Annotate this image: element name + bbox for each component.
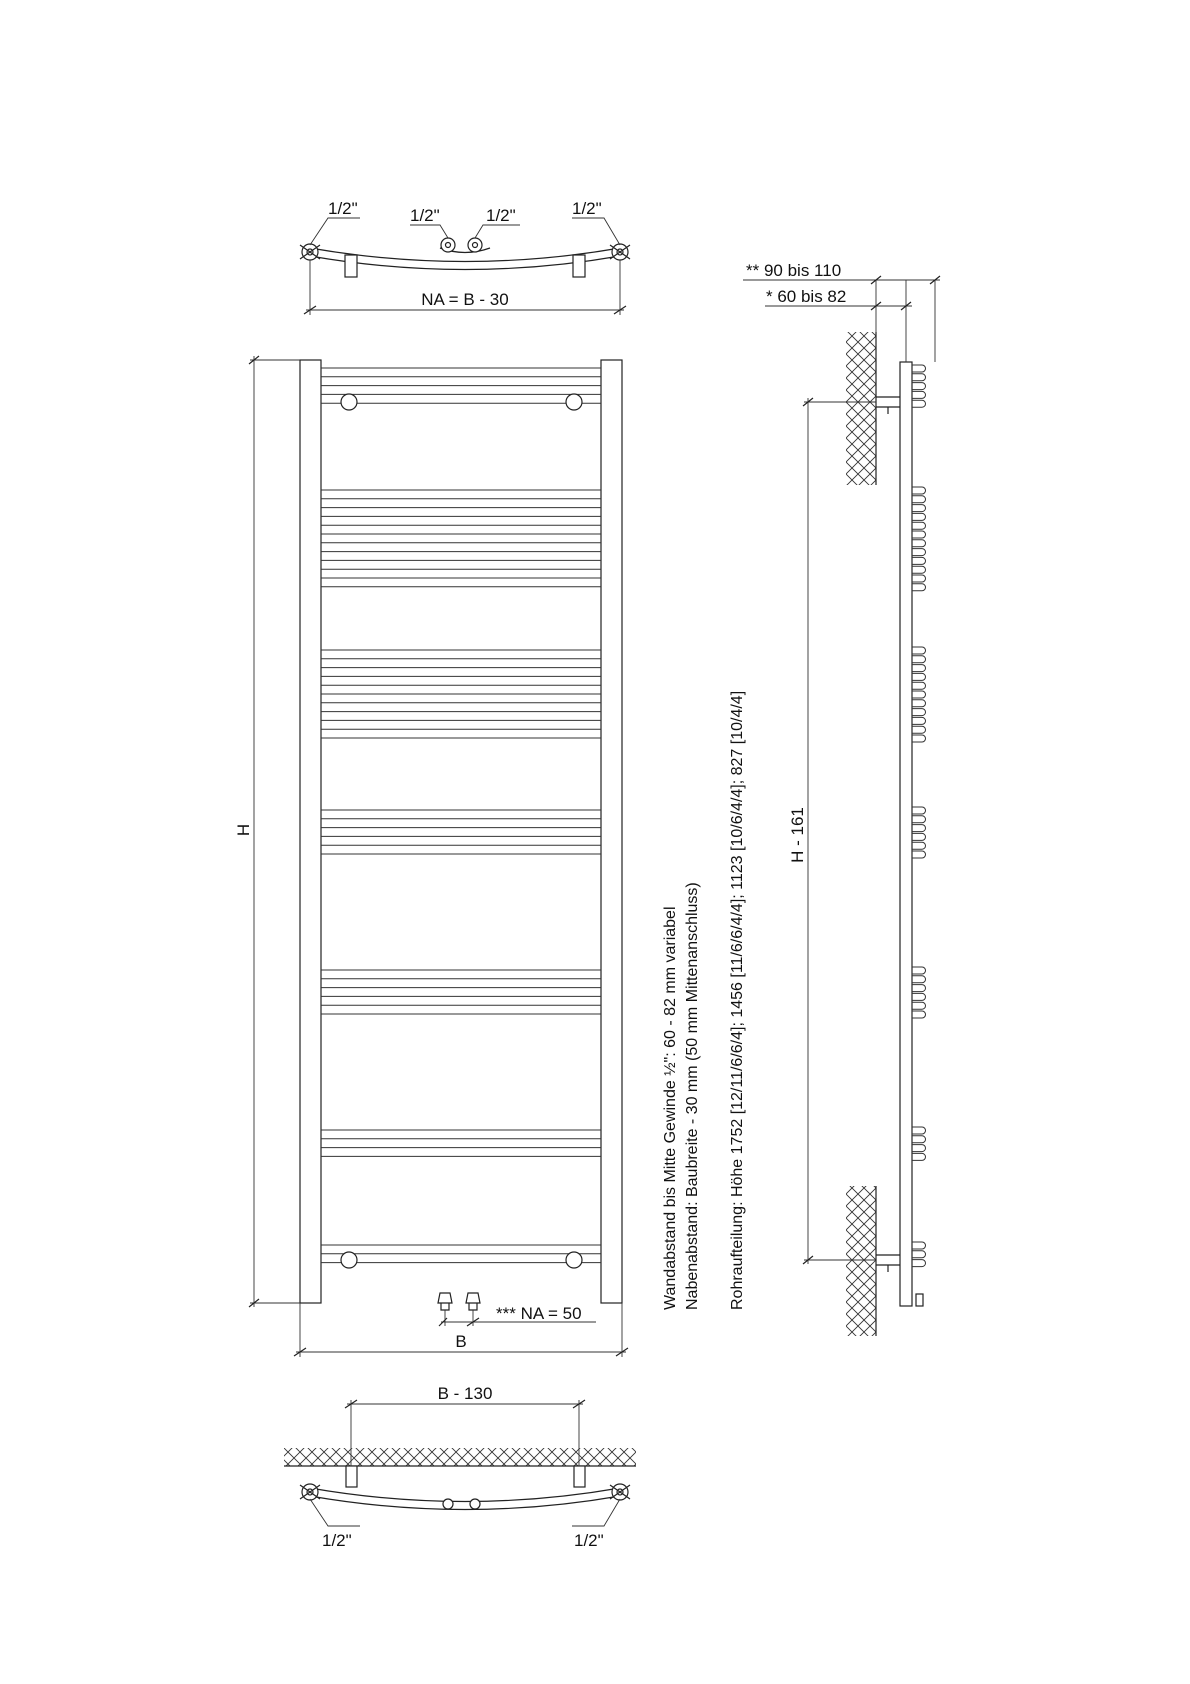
side-tube [912,656,926,663]
side-tube [912,647,926,654]
valve-left [438,1293,452,1326]
front-view [234,356,628,1357]
side-tube [912,807,926,814]
wall-lower [846,1186,876,1336]
side-tube [912,575,926,582]
label-inner-left: 1/2" [410,206,440,225]
side-tube [912,709,926,716]
side-tube [912,993,926,1000]
side-tube [912,726,926,733]
side-tube [912,717,926,724]
note-hub-distance: Nabenabstand: Baubreite - 30 mm (50 mm Mittenanschluss) [684,882,701,1310]
side-tube [912,487,926,494]
side-tube [912,735,926,742]
side-tube [912,1136,926,1143]
fitting-inner-right [468,238,482,252]
dim-wall-min: * 60 bis 82 [766,287,847,306]
side-tube [912,391,926,398]
dim-width-label: B [455,1332,467,1351]
dim-height-label: H [234,823,253,837]
side-tube [912,673,926,680]
side-tube [912,816,926,823]
side-tube [912,833,926,840]
side-tube [912,383,926,390]
mount-point-bottom-right [566,1252,582,1268]
side-tube [912,842,926,849]
fitting-bottom-right [610,1484,630,1500]
side-tube [912,967,926,974]
valve-right [466,1293,480,1326]
right-column [601,360,622,1303]
side-view [743,261,940,1336]
mount-point-bottom-left [341,1252,357,1268]
bottom-view [284,1384,636,1550]
side-tube [912,1011,926,1018]
side-tube [912,374,926,381]
side-valve [916,1294,923,1306]
dim-wall-max: ** 90 bis 110 [746,261,842,280]
label-outer-right: 1/2" [572,199,602,218]
notes [662,691,746,1310]
side-tube [912,691,926,698]
side-tube [912,522,926,529]
side-tube [912,985,926,992]
side-tubes [912,365,926,1267]
side-tube [912,1127,926,1134]
note-tube-distribution: Rohraufteilung: Höhe 1752 [12/11/6/6/4]; 1456 [11/6/6/4/4]; 1123 [10/6/4/4]; 827 [10/4/4] [729,690,746,1310]
heating-tubes [321,368,601,1263]
wall-upper [846,332,876,485]
side-tube [912,505,926,512]
side-tube [912,851,926,858]
mount-point-top-right [566,394,582,410]
top-view [300,199,630,315]
dim-height-offset: H - 161 [788,807,807,863]
side-tube [912,700,926,707]
fitting-outer-right [610,244,630,260]
fitting-inner-left [441,238,455,252]
side-tube [912,566,926,573]
side-tube [912,1251,926,1258]
side-tube [912,557,926,564]
side-column [900,362,912,1306]
label-bottom-right: 1/2" [574,1531,604,1550]
side-tube [912,365,926,372]
note-wall-distance: Wandabstand bis Mitte Gewinde ½": 60 - 82 mm variabel [662,906,679,1310]
side-tube [912,400,926,407]
dim-na-label: NA = B - 30 [421,290,509,309]
fitting-bottom-left [300,1484,320,1500]
side-tube [912,513,926,520]
dim-bracket-label: B - 130 [437,1384,493,1403]
left-column [300,360,321,1303]
label-bottom-left: 1/2" [322,1531,352,1550]
side-tube [912,1002,926,1009]
side-tube [912,665,926,672]
side-tube [912,1153,926,1160]
label-inner-right: 1/2" [486,206,516,225]
side-tube [912,825,926,832]
side-tube [912,549,926,556]
side-tube [912,496,926,503]
side-tube [912,1242,926,1249]
side-tube [912,976,926,983]
side-tube [912,1260,926,1267]
side-tube [912,1145,926,1152]
fitting-outer-left [300,244,320,260]
side-tube [912,584,926,591]
mount-point-top-left [341,394,357,410]
side-tube [912,540,926,547]
label-outer-left: 1/2" [328,199,358,218]
dim-center-connection: *** NA = 50 [496,1304,582,1323]
side-tube [912,682,926,689]
wall-bottom-view [284,1448,636,1466]
side-tube [912,531,926,538]
